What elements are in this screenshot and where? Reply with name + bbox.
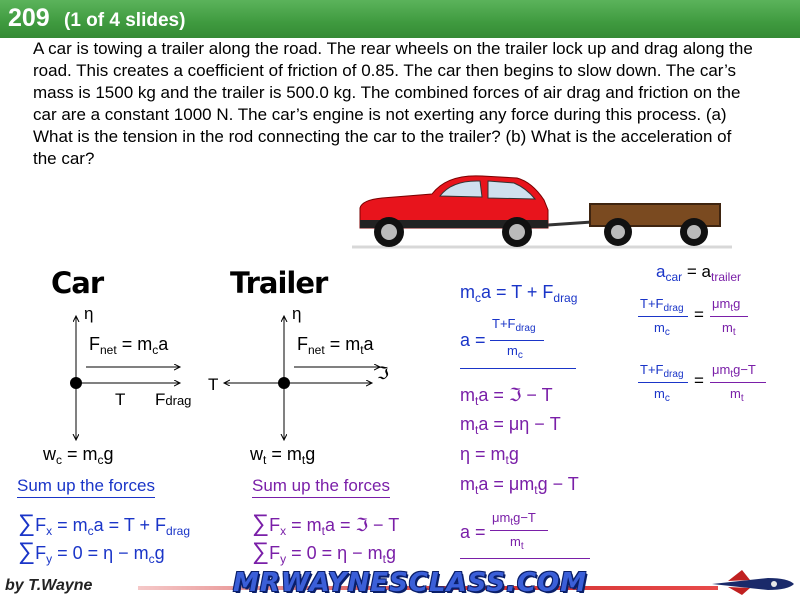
trailer-normal-force-label: η bbox=[292, 304, 302, 323]
car-drag-label: Fdrag bbox=[155, 390, 192, 409]
blue-divider bbox=[460, 368, 576, 369]
car-sum-fx: $\sum F_x = m_ca = T + F_{drag}$ bbox=[18, 510, 191, 538]
car-trailer-illustration bbox=[352, 170, 732, 256]
slide-count: (1 of 4 slides) bbox=[64, 10, 186, 31]
car-newton-eq: $m_ca = T + F_{drag}$ bbox=[460, 282, 578, 305]
trailer-tension-label: T bbox=[208, 375, 219, 394]
car-sum-forces-heading: Sum up the forces bbox=[17, 476, 155, 498]
trailer-net-force-eq: $F_{net} = m_ta$ bbox=[297, 334, 374, 357]
car-title: Car bbox=[51, 266, 104, 300]
trailer-eq-2: $m_ta = \mu\eta - T$ bbox=[460, 414, 561, 437]
car-net-force-eq: $F_{net} = m_ca$ bbox=[89, 334, 169, 357]
trailer-eq-1: $m_ta$ = ℑ − T bbox=[460, 385, 553, 408]
car-tension-label: T bbox=[115, 390, 126, 409]
trailer-eq-3: $\eta = m_tg$ bbox=[460, 444, 519, 467]
trailer-eq-4: $m_ta = \mu m_tg - T$ bbox=[460, 474, 579, 497]
car-accel-fraction: a = $T+F_{drag}$ $m_c$ bbox=[460, 316, 580, 366]
author-byline: by T.Wayne bbox=[5, 577, 93, 594]
equal-fraction-2: $T+F_{drag}$ $m_c$ = $\mu m_tg-T$ $m_t$ bbox=[638, 362, 768, 412]
car-weight-eq: $w_c = m_cg$ bbox=[43, 444, 114, 467]
trailer-sum-forces-heading: Sum up the forces bbox=[252, 476, 390, 498]
car-normal-force-label: η bbox=[84, 304, 94, 323]
trailer-sum-fx: $\sum F_x = m_ta$ = ℑ − T bbox=[252, 510, 400, 538]
car-sum-fy: $\sum F_y = 0 = \eta - m_cg$ bbox=[18, 538, 165, 566]
trailer-friction-label: ℑ bbox=[377, 364, 389, 383]
equal-fraction-1: $T+F_{drag}$ $m_c$ = $\mu m_tg$ $m_t$ bbox=[638, 296, 758, 346]
site-logo-text: MRWAYNESCLASS.COM bbox=[233, 568, 588, 598]
accel-equal-eq: $a_{car} = a_{trailer}$ bbox=[656, 262, 741, 284]
problem-statement: A car is towing a trailer along the road. The rear wheels on the trailer lock up and drag along the road. This creates a coefficient of friction of 0.85. The car then begins to slow down. The car’s mass is 1500 kg and the trailer is 500.0 kg. The combined forces of air drag and friction on the car are a constant 1000 N. The car’s engine is not exerting any force during this process. (a) What is the tension in the rod connecting the car to the trailer? (b) What is the acceleration of the car? bbox=[33, 39, 753, 168]
car-fbd-arrows bbox=[0, 300, 220, 450]
rocket-logo-icon bbox=[708, 568, 796, 596]
trailer-weight-eq: $w_t = m_tg$ bbox=[250, 444, 316, 467]
trailer-accel-fraction: a = $\mu m_tg-T$ $m_t$ bbox=[460, 510, 590, 558]
purple-divider bbox=[460, 558, 590, 559]
trailer-sum-fy: $\sum F_y = 0 = \eta - m_tg$ bbox=[252, 538, 397, 566]
trailer-title: Trailer bbox=[230, 266, 328, 300]
slide-number: 209 bbox=[8, 4, 50, 32]
